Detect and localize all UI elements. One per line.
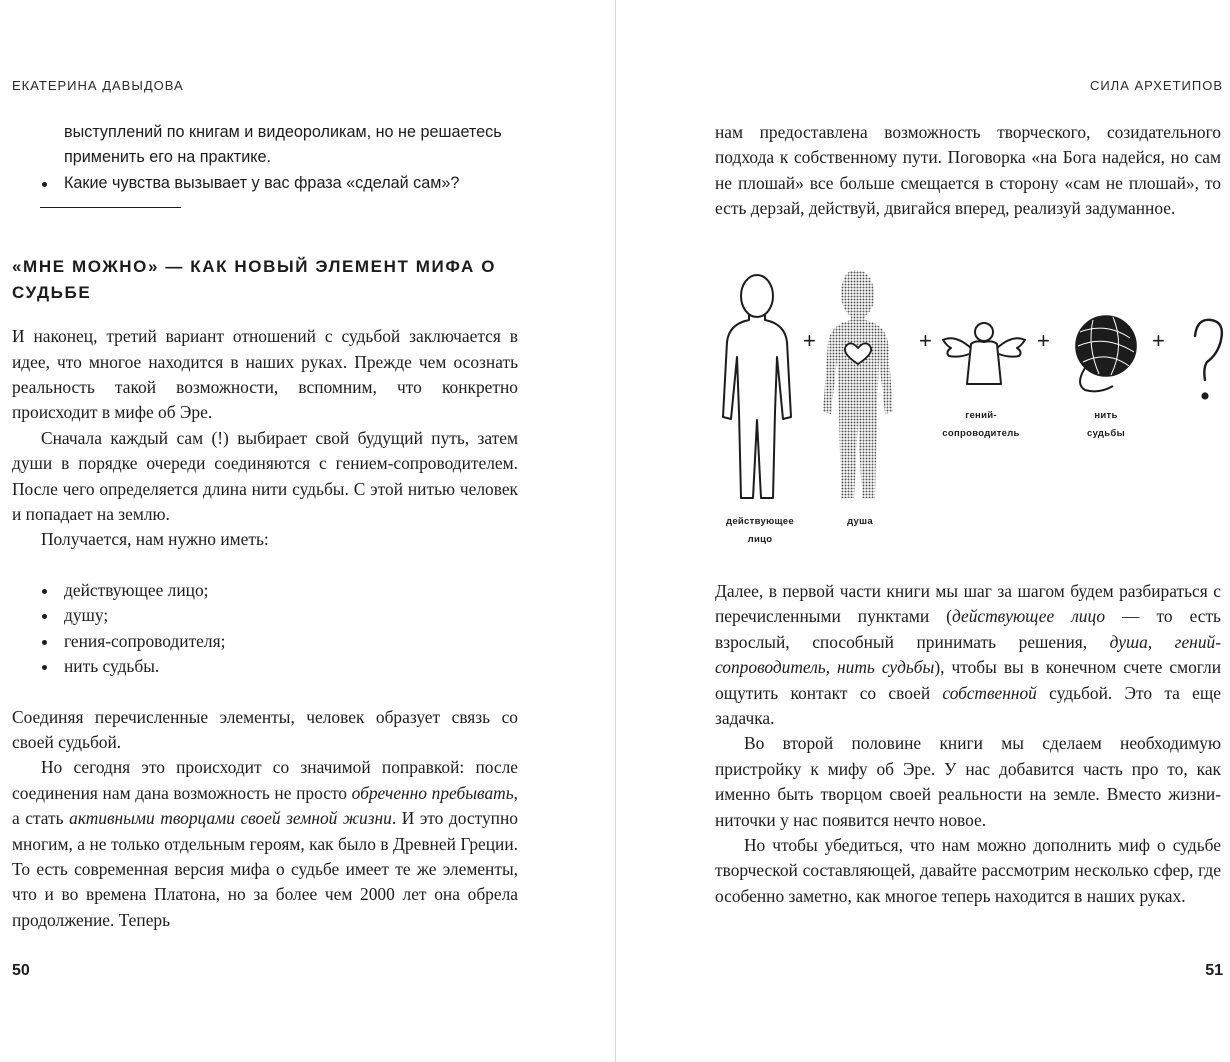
plus-sign: + — [803, 328, 817, 353]
thread-of-fate-figure — [1076, 316, 1136, 391]
archetype-illustration — [715, 262, 1227, 557]
list-item: гения-сопроводителя; — [12, 629, 518, 654]
soul-figure — [823, 270, 893, 498]
paragraph: И наконец, третий вариант отношений с судьбой заключается в идее, что многое находится в наших руках. Прежде чем осознать реальность такой возможности, вспомним, что конкретно происходит в мифе об Эре. — [12, 326, 518, 423]
running-head-right: СИЛА АРХЕТИПОВ — [1089, 78, 1223, 93]
paragraph: Но сегодня это происходит со значимой поправкой: после соединения нам дана возможность не просто обреченно пребывать, а стать активными творцами своей земной жизни. И это доступно многим, а не только отдельным героям, как было в Древней Греции. То есть современная версия мифа о судьбе имеет те же элементы, что и во времена Платона, но за более чем 2000 лет она обрела продолжение. Теперь — [12, 757, 518, 930]
label-thread: нить судьбы — [1087, 410, 1125, 439]
page-number-right: 51 — [1205, 962, 1223, 979]
list-item: Какие чувства вызывает у вас фраза «сделай сам»? — [12, 171, 518, 196]
genius-companion-figure — [943, 323, 1025, 384]
list-item: душу; — [12, 603, 518, 628]
right-text-column-bottom — [715, 579, 1221, 909]
right-page — [616, 0, 1230, 1062]
emphasis: душа, гений-сопроводитель, нить судьбы — [715, 631, 1221, 678]
emphasis: активными творцами своей земной жизни — [69, 808, 392, 829]
paragraph: нам предоставлена возможность творческого, созидательного подхода к собственному пути. Поговорка «на Бога надейся, но сам не плошай» все больше смещается в сторону «сам не плошай», то есть дерзай, действуй, двигайся вперед, реализуй задуманное. — [715, 122, 1221, 219]
list-item: действующее лицо; — [12, 578, 518, 603]
paragraph: Соединяя перечисленные элементы, человек образует связь со своей судьбой. — [12, 706, 518, 752]
paragraph: Далее, в первой части книги мы шаг за шагом будем разбираться с перечисленными пунктами (действующее лицо — то есть взрослый, способный принимать решения, душа, гений-сопроводитель, нить судьбы), чтобы вы в конечном счете смогли ощутить контакт со своей собственной судьбой. Это та еще задачка. — [715, 581, 1222, 729]
paragraph: Но чтобы убедиться, что нам можно дополнить миф о судьбе творческой составляющей, давайте рассмотрим несколько сфер, где особенно заметно, как многое теперь находится в наших руках. — [715, 835, 1221, 906]
running-head-left: ЕКАТЕРИНА ДАВЫДОВА — [12, 78, 184, 93]
label-soul: душа — [847, 516, 873, 527]
page-number-left: 50 — [12, 962, 30, 979]
list-item: нить судьбы. — [12, 654, 518, 679]
right-text-column-top — [715, 120, 1221, 222]
emphasis: обреченно пребывать — [351, 782, 514, 803]
section-heading: «МНЕ МОЖНО» — КАК НОВЫЙ ЭЛЕМЕНТ МИФА О СУДЬБЕ — [12, 257, 497, 303]
paragraph: Сначала каждый сам (!) выбирает свой будущий путь, затем души в порядке очереди соединяются с гением-сопроводителем. После чего определяется длина нити судьбы. С этой нитью человек и попадает на землю. — [12, 427, 518, 525]
plus-sign: + — [919, 328, 933, 353]
person-figure — [723, 275, 791, 498]
continued-text: выступлений по книгам и видеороликам, но не решаетесь применить его на практике. — [64, 123, 502, 167]
label-genius: гений- сопроводитель — [942, 410, 1020, 439]
plus-sign: + — [1152, 328, 1166, 353]
label-person: действующее лицо — [726, 516, 794, 545]
left-text-column — [12, 120, 518, 933]
elements-list — [12, 578, 518, 680]
emphasis: собственной — [942, 682, 1037, 703]
plus-sign: + — [1037, 328, 1051, 353]
emphasis: действующее лицо — [951, 606, 1106, 627]
question-list — [12, 171, 518, 196]
question-mark-figure — [1195, 320, 1222, 399]
paragraph: Во второй половине книги мы сделаем необходимую пристройку к мифу об Эре. У нас добавится часть про то, как именно быть творцом своей реальности на земле. Вместо жизни-ниточки у нас появится нечто новое. — [715, 733, 1221, 830]
paragraph: Получается, нам нужно иметь: — [41, 529, 269, 550]
